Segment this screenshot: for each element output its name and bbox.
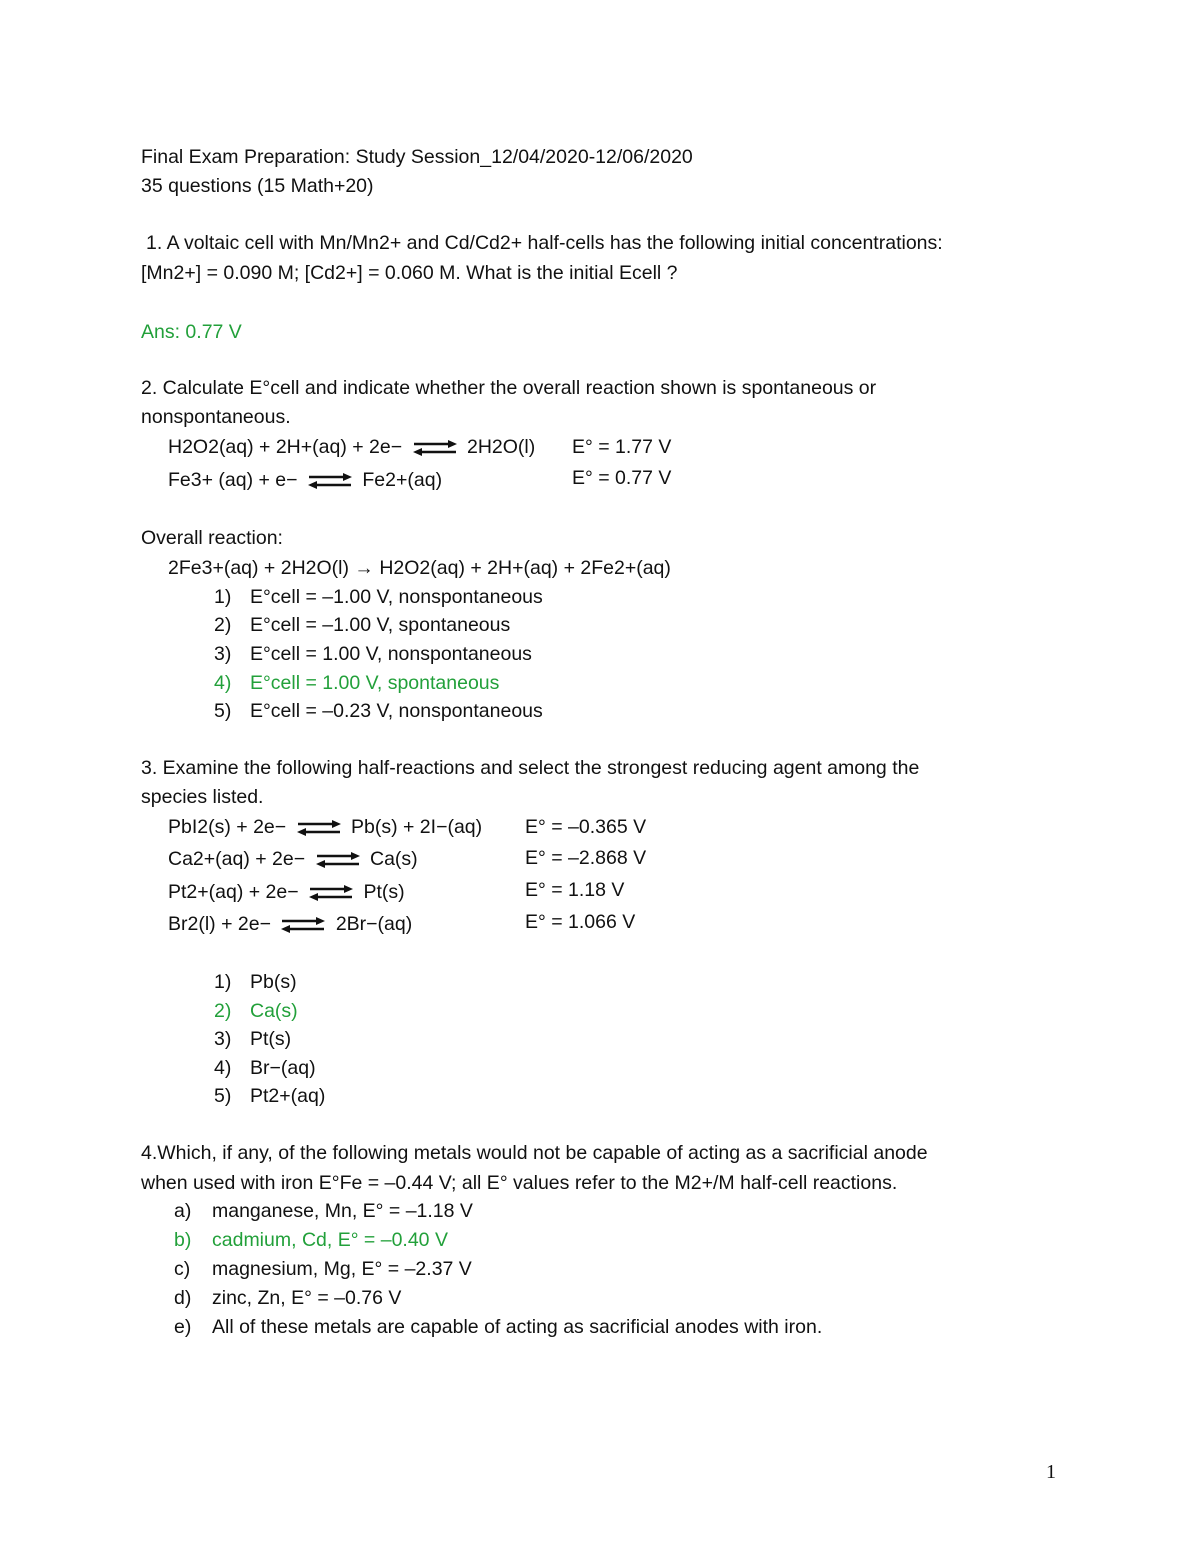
option-text: zinc, Zn, E° = –0.76 V <box>212 1287 402 1309</box>
half-reaction-products: Pt(s) <box>363 881 405 903</box>
q1-answer: Ans: 0.77 V <box>141 321 242 343</box>
option-number: 2) <box>214 614 232 636</box>
option-number: 5) <box>214 1085 232 1107</box>
half-reaction-products: 2Br−(aq) <box>335 913 413 935</box>
q3-prompt-line-2: species listed. <box>141 786 264 808</box>
equilibrium-arrow-icon <box>307 472 353 490</box>
equilibrium-arrow-icon <box>412 439 458 457</box>
q4-option-b-correct[interactable] <box>174 1228 448 1252</box>
q3-half-reaction-1 <box>168 815 482 839</box>
q2-overall-reaction: 2Fe3+(aq) + 2H2O(l) → H2O2(aq) + 2H+(aq) + 2Fe2+(aq) <box>168 557 671 579</box>
option-text: Ca(s) <box>250 1000 298 1022</box>
option-text: E°cell = –0.23 V, nonspontaneous <box>250 700 543 722</box>
q4-prompt-line-1: 4.Which, if any, of the following metals would not be capable of acting as a sacrificial anode <box>141 1142 928 1164</box>
option-letter: e) <box>174 1316 192 1338</box>
q3-half-reaction-4-potential: E° = 1.066 V <box>525 911 636 933</box>
option-text: Br−(aq) <box>250 1057 316 1079</box>
option-letter: c) <box>174 1258 191 1280</box>
option-text: E°cell = –1.00 V, nonspontaneous <box>250 586 543 608</box>
option-number: 4) <box>214 672 232 694</box>
option-number: 4) <box>214 1057 232 1079</box>
half-reaction-reactants: PbI2(s) + 2e− <box>168 816 287 838</box>
option-text: E°cell = 1.00 V, spontaneous <box>250 672 500 694</box>
q4-prompt-line-2: when used with iron E°Fe = –0.44 V; all E° values refer to the M2+/M half-cell reactions. <box>141 1172 898 1194</box>
q2-option-1[interactable] <box>214 585 543 609</box>
option-number: 3) <box>214 643 232 665</box>
option-number: 1) <box>214 586 232 608</box>
q2-half-reaction-2 <box>168 468 442 492</box>
q3-half-reaction-3 <box>168 880 405 904</box>
option-text: manganese, Mn, E° = –1.18 V <box>212 1200 473 1222</box>
q2-option-3[interactable] <box>214 642 532 666</box>
option-text: Pb(s) <box>250 971 297 993</box>
half-reaction-products: Pb(s) + 2I−(aq) <box>351 816 483 838</box>
option-letter: d) <box>174 1287 192 1309</box>
q2-half-reaction-1-potential: E° = 1.77 V <box>572 436 672 458</box>
q1-prompt-line-1: 1. A voltaic cell with Mn/Mn2+ and Cd/Cd2+ half-cells has the following initial concentrations: <box>146 232 943 254</box>
q2-half-reaction-2-potential: E° = 0.77 V <box>572 467 672 489</box>
option-text: cadmium, Cd, E° = –0.40 V <box>212 1229 448 1251</box>
q3-prompt-line-1: 3. Examine the following half-reactions and select the strongest reducing agent among the <box>141 757 920 779</box>
half-reaction-reactants: H2O2(aq) + 2H+(aq) + 2e− <box>168 436 403 458</box>
q4-option-a[interactable] <box>174 1199 473 1223</box>
q3-half-reaction-1-potential: E° = –0.365 V <box>525 816 647 838</box>
option-text: magnesium, Mg, E° = –2.37 V <box>212 1258 472 1280</box>
half-reaction-reactants: Ca2+(aq) + 2e− <box>168 848 306 870</box>
document-title: Final Exam Preparation: Study Session_12/04/2020-12/06/2020 <box>141 146 693 168</box>
q3-option-5[interactable] <box>214 1084 325 1108</box>
option-letter: a) <box>174 1200 192 1222</box>
q3-half-reaction-3-potential: E° = 1.18 V <box>525 879 625 901</box>
q3-option-4[interactable] <box>214 1056 316 1080</box>
q3-option-2-correct[interactable] <box>214 999 298 1023</box>
q2-option-2[interactable] <box>214 613 510 637</box>
option-number: 3) <box>214 1028 232 1050</box>
option-text: Pt2+(aq) <box>250 1085 326 1107</box>
half-reaction-reactants: Fe3+ (aq) + e− <box>168 469 298 491</box>
option-text: E°cell = –1.00 V, spontaneous <box>250 614 511 636</box>
option-text: All of these metals are capable of acting as sacrificial anodes with iron. <box>212 1316 823 1338</box>
option-number: 2) <box>214 1000 232 1022</box>
q3-option-1[interactable] <box>214 970 297 994</box>
option-text: E°cell = 1.00 V, nonspontaneous <box>250 643 532 665</box>
half-reaction-reactants: Pt2+(aq) + 2e− <box>168 881 299 903</box>
q3-half-reaction-4 <box>168 912 412 936</box>
q2-option-5[interactable] <box>214 699 543 723</box>
page-number: 1 <box>1046 1461 1056 1483</box>
option-number: 5) <box>214 700 232 722</box>
q2-prompt-line-1: 2. Calculate E°cell and indicate whether the overall reaction shown is spontaneous or <box>141 377 877 399</box>
q2-prompt-line-2: nonspontaneous. <box>141 406 291 428</box>
equilibrium-arrow-icon <box>308 884 354 902</box>
option-letter: b) <box>174 1229 192 1251</box>
option-text: Pt(s) <box>250 1028 292 1050</box>
half-reaction-products: 2H2O(l) <box>466 436 536 458</box>
half-reaction-products: Fe2+(aq) <box>362 469 443 491</box>
q1-prompt-line-2: [Mn2+] = 0.090 M; [Cd2+] = 0.060 M. What is the initial Ecell ? <box>141 262 678 284</box>
option-number: 1) <box>214 971 232 993</box>
q3-half-reaction-2-potential: E° = –2.868 V <box>525 847 647 869</box>
q4-option-c[interactable] <box>174 1257 472 1281</box>
q2-half-reaction-1 <box>168 435 535 459</box>
equilibrium-arrow-icon <box>315 851 361 869</box>
q2-option-4-correct[interactable] <box>214 671 499 695</box>
q3-half-reaction-2 <box>168 847 418 871</box>
equilibrium-arrow-icon <box>296 819 342 837</box>
half-reaction-reactants: Br2(l) + 2e− <box>168 913 271 935</box>
half-reaction-products: Ca(s) <box>369 848 418 870</box>
q4-option-e[interactable] <box>174 1315 822 1339</box>
document-subtitle: 35 questions (15 Math+20) <box>141 175 374 197</box>
equilibrium-arrow-icon <box>280 916 326 934</box>
q3-option-3[interactable] <box>214 1027 291 1051</box>
q2-overall-label: Overall reaction: <box>141 527 283 549</box>
q4-option-d[interactable] <box>174 1286 401 1310</box>
